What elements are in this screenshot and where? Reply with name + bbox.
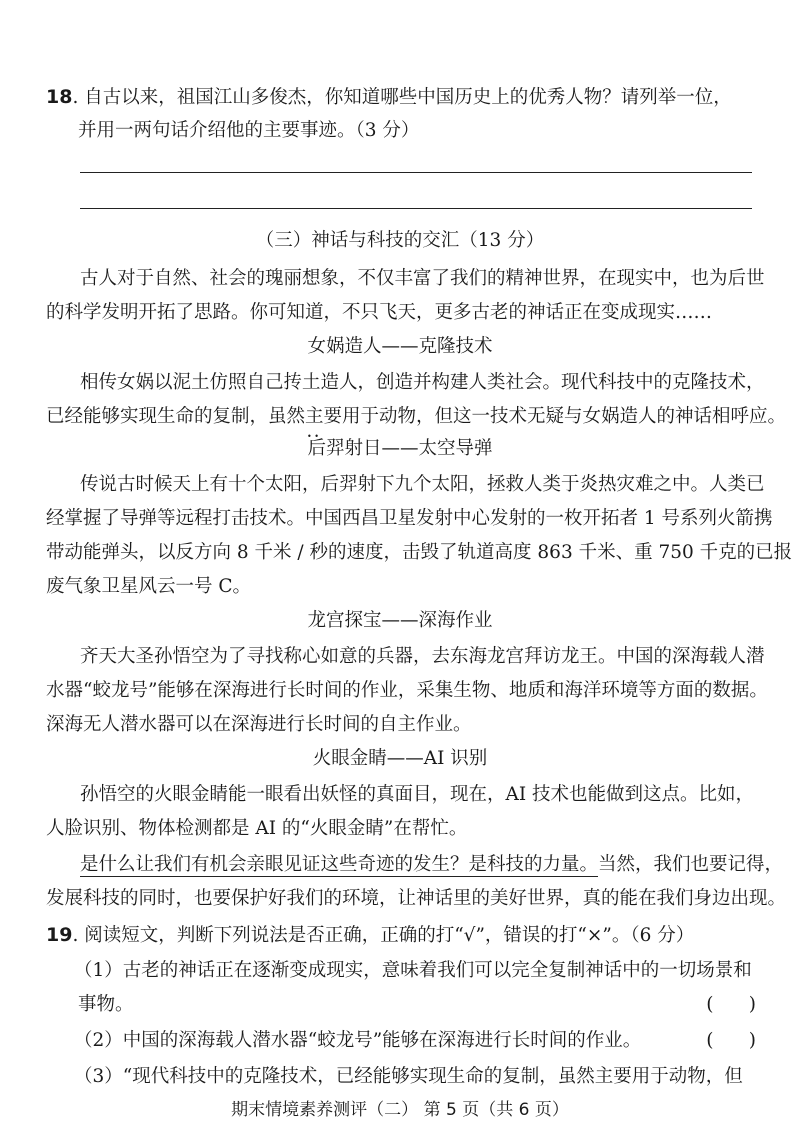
part2-title: 后羿射日——太空导弹 — [307, 438, 493, 459]
conclusion-line1-rest: 当然，我们也要记得， — [598, 854, 784, 875]
part3-title: 龙宫探宝——深海作业 — [307, 610, 493, 631]
q18-line2: 并用一两句话介绍他的主要事迹。（3 分） — [78, 120, 420, 141]
part4-title: 火眼金睛——AI 识别 — [312, 748, 488, 769]
intro-line2: 的科学发明开拓了思路。你可知道，不只飞天，更多古老的神话正在变成现实…… — [46, 302, 713, 323]
q19-item2-answer-bracket[interactable]: ( ) — [706, 1030, 756, 1051]
underlined-sentence: 是什么让我们有机会亲眼见证这些奇迹的发生？是科技的力量。 — [80, 854, 599, 875]
q19-item3-line1: （3）“现代科技中的克隆技术，已经能够实现生命的复制，虽然主要用于动物，但 — [74, 1066, 743, 1087]
part3-line1: 齐天大圣孙悟空为了寻找称心如意的兵器，去东海龙宫拜访龙王。中国的深海载人潜 — [80, 646, 765, 667]
q19-item1-answer-bracket[interactable]: ( ) — [706, 994, 756, 1015]
q19-number: 19 — [46, 924, 73, 946]
part4-line2: 人脸识别、物体检测都是 AI 的“火眼金睛”在帮忙。 — [46, 818, 468, 839]
part4-line1: 孙悟空的火眼金睛能一眼看出妖怪的真面目，现在，AI 技术也能做到这点。比如， — [80, 784, 755, 805]
q19-item1-line1: （1）古老的神话正在逐渐变成现实，意味着我们可以完全复制神话中的一切场景和 — [74, 960, 752, 981]
conclusion-line2: 发展科技的同时，也要保护好我们的环境，让神话里的美好世界，真的能在我们身边出现。 — [46, 888, 787, 909]
part2-line2: 经掌握了导弹等远程打击技术。中国西昌卫星发射中心发射的一枚开拓者 1 号系列火箭携 — [46, 508, 773, 529]
part2-line4: 废气象卫星风云一号 C。 — [46, 576, 252, 597]
part2-line3: 带动能弹头，以反方向 8 千米 / 秒的速度，击毁了轨道高度 863 千米、重 750 千克的已报 — [46, 542, 793, 563]
section-title: （三）神话与科技的交汇（13 分） — [255, 230, 545, 251]
emphasis-dotted-text: 主要 • • — [305, 406, 342, 427]
part1-title: 女娲造人——克隆技术 — [307, 336, 493, 357]
q18-number: 18 — [46, 86, 73, 108]
q19-item2: （2）中国的深海载人潜水器“蛟龙号”能够在深海进行长时间的作业。 — [74, 1030, 642, 1051]
q19-stem — [46, 922, 758, 949]
answer-line-1[interactable] — [80, 172, 752, 173]
q18-line1 — [46, 84, 758, 111]
part1-line2-a: 已经能够实现生命的复制，虽然 — [46, 406, 306, 427]
part1-line2 — [46, 404, 787, 430]
q19-item1-line2: 事物。 — [78, 994, 134, 1015]
conclusion-line1 — [80, 852, 792, 878]
answer-line-2[interactable] — [80, 208, 752, 209]
part2-line1: 传说古时候天上有十个太阳，后羿射下九个太阳，拯救人类于炎热灾难之中。人类已 — [80, 474, 765, 495]
part1-line1: 相传女娲以泥土仿照自己抟土造人，创造并构建人类社会。现代科技中的克隆技术， — [80, 372, 765, 393]
q19-stem-text: . 阅读短文，判断下列说法是否正确，正确的打“√”，错误的打“×”。（6 分） — [72, 925, 695, 946]
q18-text: . 自古以来，祖国江山多俊杰，你知道哪些中国历史上的优秀人物？请列举一位， — [72, 87, 732, 108]
part1-line2-b: 用于动物，但这一技术无疑与女娲造人的神话相呼应。 — [342, 406, 787, 427]
part3-line3: 深海无人潜水器可以在深海进行长时间的自主作业。 — [46, 714, 472, 735]
intro-line1: 古人对于自然、社会的瑰丽想象，不仅丰富了我们的精神世界，在现实中，也为后世 — [80, 268, 765, 289]
part3-line2: 水器“蛟龙号”能够在深海进行长时间的作业，采集生物、地质和海洋环境等方面的数据。 — [46, 680, 768, 701]
page-footer: 期末情境素养测评（二） 第 5 页（共 6 页） — [231, 1100, 569, 1120]
